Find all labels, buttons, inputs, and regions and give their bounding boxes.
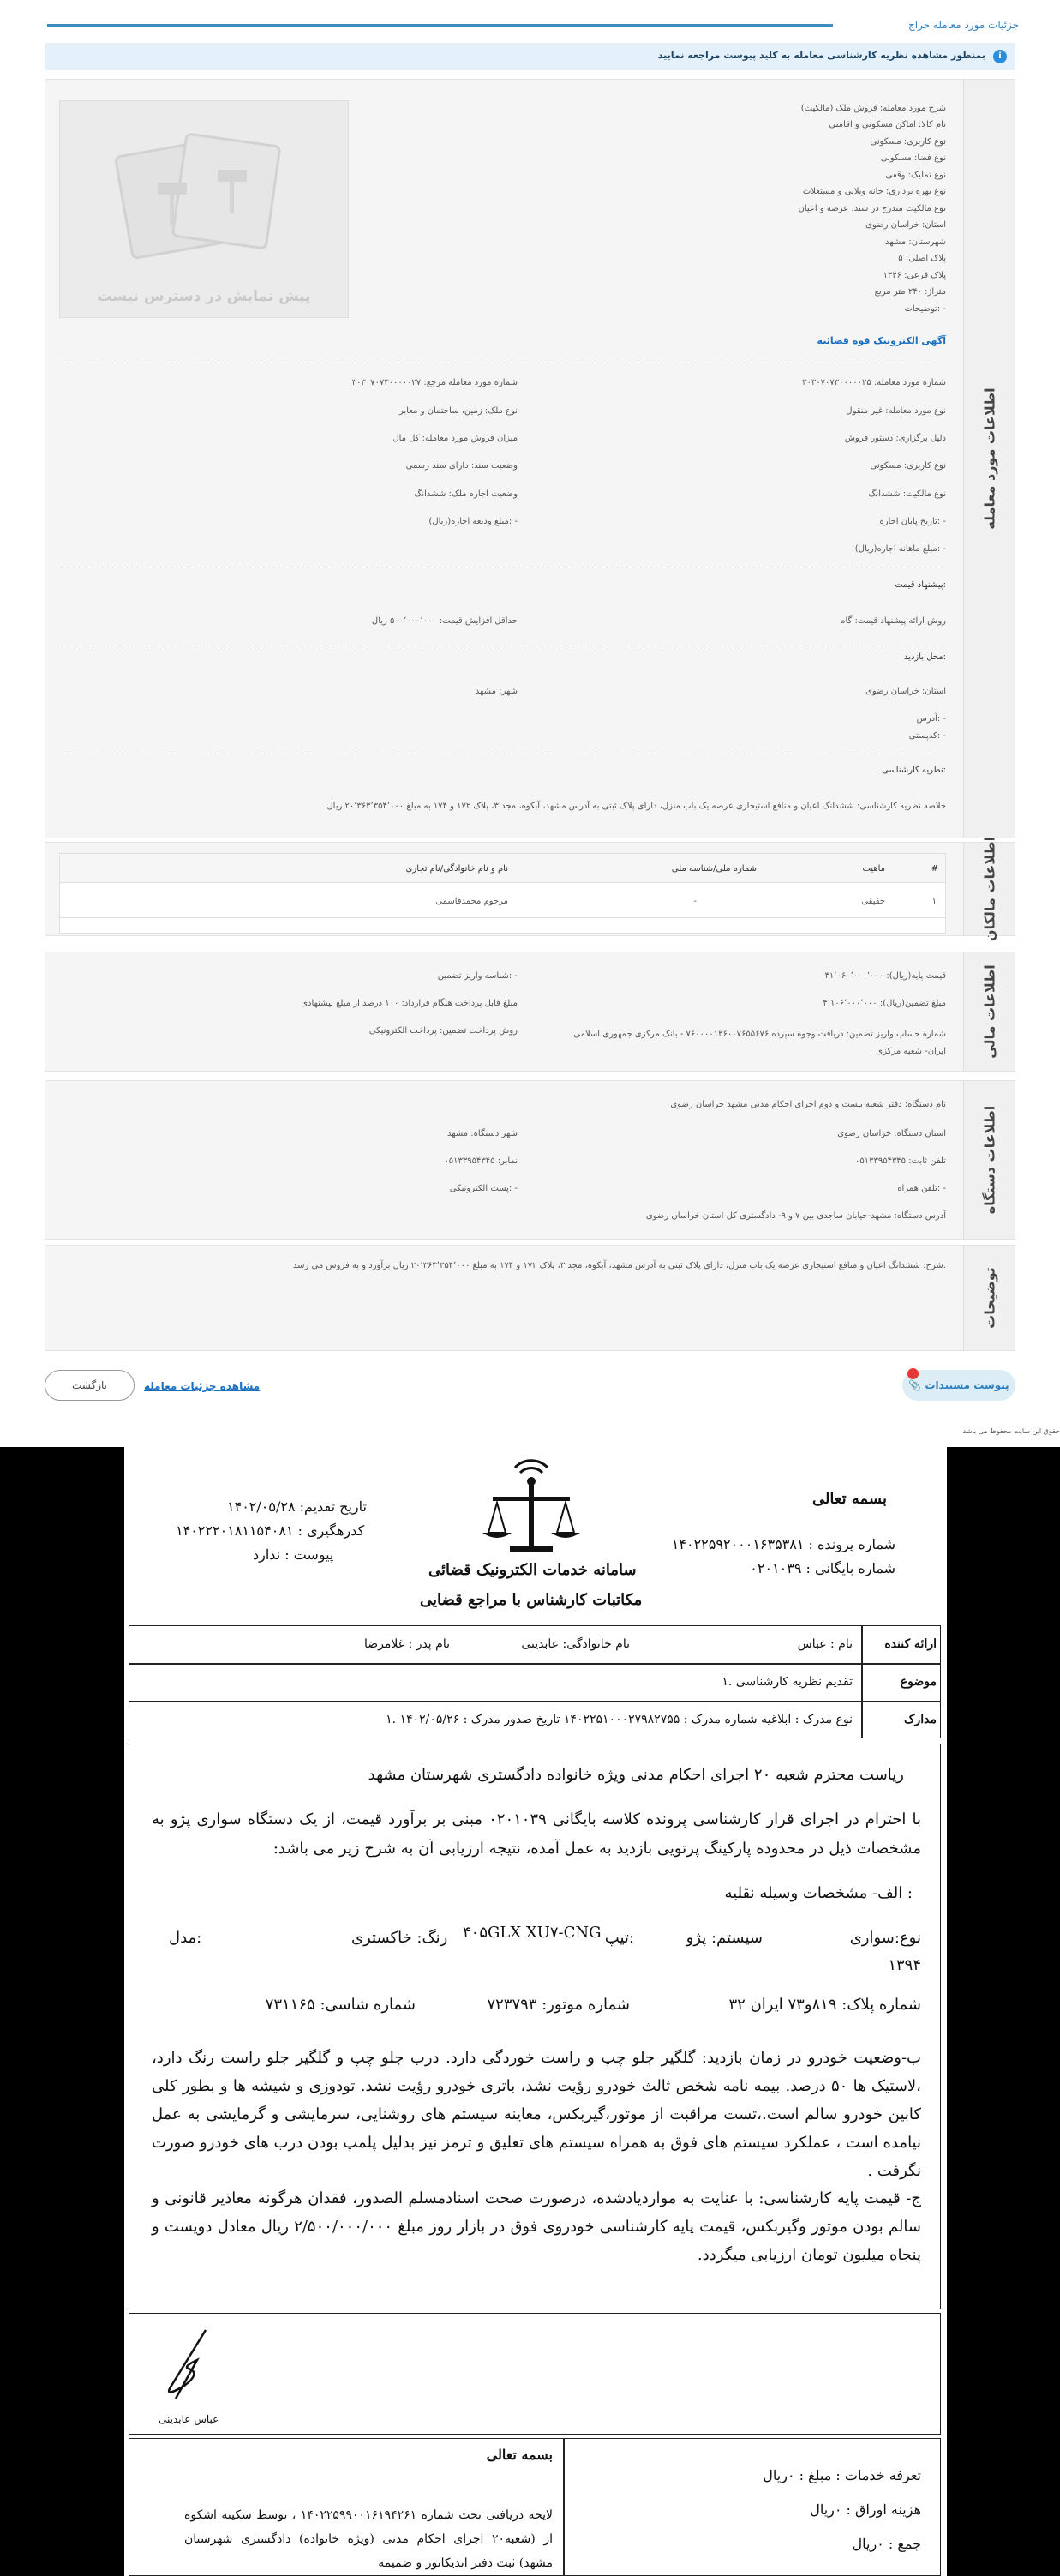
detail-5: نوع بهره برداری: خانه ویلایی و مستغلات	[802, 187, 946, 196]
vehicle-chassis: شماره شاسی: ۷۳۱۱۶۵	[265, 1996, 416, 2014]
visit-postal: کدپستی: -	[908, 731, 946, 741]
bid-heading: پیشنهاد قیمت:	[895, 580, 946, 590]
deal-details-link[interactable]: مشاهده جزئیات معامله	[144, 1380, 261, 1392]
agency-address: آدرس دستگاه: مشهد-خیابان ساجدی بین ۷ و ۹- دادگستری کل استان خراسان رضوی	[645, 1211, 946, 1221]
agency-mobile: تلفن همراه: -	[897, 1184, 946, 1193]
signature-box	[129, 2313, 941, 2435]
detail-3: نوع فضا: مسکونی	[880, 153, 946, 163]
financial-section	[45, 952, 1015, 1072]
presenter-first-name: نام : عباس	[797, 1637, 853, 1651]
info-left-1: نوع ملک: زمین، ساختمان و معابر	[399, 406, 518, 416]
detail-6: نوع مالکیت مندرج در سند: عرصه و اعیان	[798, 204, 946, 213]
attachment-viewer	[0, 1447, 1060, 2576]
deal-info-section	[45, 79, 1015, 838]
agency-province: استان دستگاه: خراسان رضوی	[837, 1129, 946, 1138]
info-left-5: مبلغ ودیعه اجاره(ریال): -	[428, 517, 518, 526]
back-button[interactable]: بازگشت	[45, 1370, 135, 1401]
notice-text: بمنظور مشاهده نظریه کارشناسی معامله به کلید پیوست مراجعه نمایید	[657, 50, 985, 61]
letter-sec-c: ج- قیمت پایه کارشناسی: با عنایت به مواردیادشده، درصورت صحت اسنادمسلم الصدور، فقدان هرگونه معاذیر قانونی و سالم بودن موتور وگیربکس، قیمت پایه کارشناسی خودروی فوق در بازار روز مبلغ ۲/۵۰۰/۰۰۰/۰۰۰ ریال معادل دویست و پنجاه میلیون تومان ارزیابی میگردد.	[152, 2189, 921, 2264]
presenter-label: ارائه کننده	[884, 1637, 937, 1651]
info-right-5: تاریخ پایان اجاره: -	[879, 517, 946, 526]
info-right-6: مبلغ ماهانه اجاره(ریال): -	[854, 544, 946, 554]
info-icon: i	[993, 50, 1007, 63]
description-text: شرح: ششدانگ اعیان و منافع استیجاری عرصه یک باب منزل، دارای پلاک ثبتی به آدرس مشهد، آبکوه، مجد ۳، پلاک ۱۷۲ و ۱۷۴ به مبلغ ۲۰٬۳۶۳٬۳۵۴٬۰۰۰ ریال برآورد و به فروش می رسد.	[292, 1261, 946, 1270]
description-section	[45, 1245, 1015, 1351]
agency-section	[45, 1080, 1015, 1240]
detail-10: پلاک فرعی: ۱۳۴۶	[883, 271, 946, 280]
info-right-3: نوع کاربری: مسکونی	[870, 461, 946, 471]
vehicle-tip-label: تیپ:	[604, 1929, 634, 1947]
attachments-button[interactable]: 📎 پیوست مستندات	[902, 1370, 1015, 1401]
letter-sec-a: الف- مشخصات وسیله نقلیه :	[724, 1884, 913, 1902]
auction-ad-link[interactable]: آگهی الکترونیک قوه قضائیه	[817, 335, 946, 346]
expert-letter	[124, 1447, 947, 2576]
page-title: جزئیات مورد معامله حراج	[908, 19, 1019, 31]
title-underline	[47, 24, 833, 27]
vehicle-model: مدل:	[169, 1929, 202, 1947]
image-placeholder	[59, 100, 349, 318]
expert-summary: خلاصه نظریه کارشناسی: ششدانگ اعیان و منافع استیجاری عرصه یک باب منزل، دارای پلاک ثبتی به آدرس مشهد، آبکوه، مجد ۳، پلاک ۱۷۲ و ۱۷۴ به مبلغ ۲۰٬۳۶۳٬۳۵۴٬۰۰۰ ریال	[326, 802, 946, 811]
info-right-0: شماره مورد معامله: ۳۰۳۰۷۰۷۳۰۰۰۰۰۲۵	[802, 378, 946, 387]
presenter-last-name: نام خانوادگی: عابدینی	[521, 1637, 630, 1651]
vehicle-system: سیستم: پژو	[686, 1929, 763, 1947]
letter-sec-b: ب-وضعیت خودرو در زمان بازدید: گلگیر جلو چپ و راست خوردگی دارد. درب جلو چپ و گلگیر جلو راست رنگ دارد، ،لاستیک ها ۵۰ درصد. بیمه نامه شخص ثالث خودرو رؤیت نشد، باتری خودرو رؤیت نشد. تودوزی و شیشه ها و بطور کلی کابین خودرو سالم است.،تست مراقبت از موتور،گیربکس، معاینه سیستم های روشنایی، سرمایشی و گرمایشی به عمل نیامده است ، عملکرد سیستم های فوق به همراه سیستم های تعلیق و ترمز نیز بدلیل پلمپ بودن درب های خودرو صورت نگرفت .	[152, 2049, 921, 2180]
financial-label: اطلاعات مالی	[963, 952, 1015, 1071]
detail-7: استان: خراسان رضوی	[865, 220, 946, 230]
agency-label: اطلاعات دستگاه	[963, 1081, 1015, 1239]
letter-system-sub: مکاتبات کارشناس با مراجع قضایی	[420, 1591, 643, 1609]
letter-attachment: پیوست : ندارد	[253, 1546, 334, 1563]
col-type: ماهیت	[862, 864, 885, 874]
info-left-3: وضعیت سند: دارای سند رسمی	[405, 461, 518, 471]
description-label: توضیحات	[963, 1246, 1015, 1350]
detail-2: نوع کاربری: مسکونی	[870, 137, 946, 147]
signature-image	[150, 2326, 227, 2411]
visit-city: شهر: مشهد	[475, 687, 518, 696]
attachment-count-badge: ۱	[907, 1368, 919, 1379]
owners-table	[59, 853, 946, 934]
col-national-id: شماره ملی/شناسه ملی	[671, 864, 757, 874]
receipt-text: لایحه دریافتی تحت شماره ۱۴۰۲۲۵۹۹۰۰۱۶۱۹۴۲۶۱ ، توسط سکینه اشکوه از (شعبه۲۰ اجرای احکام مدنی (ویژه خانواده) دادگستری شهرستان مشهد) ثبت دفتر اندیکاتور و ضمیمه	[184, 2508, 554, 2570]
subject-text: ۱. تقدیم نظریه کارشناسی	[722, 1675, 853, 1689]
cell-national-id: -	[693, 897, 697, 906]
vehicle-color: رنگ: خاکستری	[351, 1929, 448, 1947]
agency-fax: نمابر: ۰۵۱۳۳۹۵۴۳۴۵	[444, 1156, 518, 1166]
fee-total: جمع : ۰ریال	[852, 2536, 921, 2552]
cell-index: ۱	[931, 897, 937, 906]
info-right-4: نوع مالکیت: ششدانگ	[868, 489, 946, 499]
col-name: نام و نام خانوادگی/نام تجاری	[405, 864, 508, 874]
agency-email: پست الکترونیکی: -	[449, 1184, 518, 1193]
detail-4: نوع تملیک: وقفی	[885, 171, 946, 180]
agency-city: شهر دستگاه: مشهد	[446, 1129, 518, 1138]
base-price: قیمت پایه(ریال): ۴۱٬۰۶۰٬۰۰۰٬۰۰۰	[824, 971, 946, 981]
copyright-note: حقوق این سایت محفوظ می باشد	[962, 1427, 1060, 1435]
no-preview-text: پیش نمایش در دسترس نیست	[97, 288, 311, 305]
vehicle-plate: شماره پلاک: ۸۱۹و۷۳ ایران ۳۲	[728, 1996, 921, 2014]
col-index: #	[931, 864, 938, 874]
letter-archive-no: شماره بایگانی : ۰۲۰۱۰۳۹	[750, 1560, 895, 1576]
cell-type: حقیقی	[861, 897, 885, 906]
agency-phone: تلفن ثابت: ۰۵۱۳۳۹۵۴۳۴۵	[854, 1156, 946, 1166]
detail-9: پلاک اصلی: ۵	[898, 254, 946, 263]
visit-province: استان: خراسان رضوی	[865, 687, 946, 696]
vehicle-type: نوع:سواری	[849, 1929, 921, 1947]
letter-date: تاریخ تقدیم: ۱۴۰۲/۰۵/۲۸	[227, 1498, 367, 1515]
notice-banner	[45, 43, 1015, 70]
letter-addressee: ریاست محترم شعبه ۲۰ اجرای احکام مدنی ویژه خانواده دادگستری شهرستان مشهد	[368, 1766, 904, 1784]
letter-system-title: سامانه خدمات الکترونیک قضائی	[428, 1561, 637, 1579]
justice-scale-icon	[476, 1456, 587, 1558]
guarantee-tracking: شناسه واریز تضمین: -	[437, 971, 518, 981]
owners-label: اطلاعات مالکان	[963, 843, 1015, 935]
receipt-bismillah: بسمه تعالی	[486, 2447, 553, 2463]
visit-heading: محل بازدید:	[903, 652, 946, 662]
owners-section	[45, 836, 1015, 942]
guarantee-amount: مبلغ تضمین(ریال): ۴٬۱۰۶٬۰۰۰٬۰۰۰	[823, 999, 946, 1008]
info-right-1: نوع مورد معامله: غیر منقول	[846, 406, 946, 416]
subject-label: موضوع	[900, 1675, 937, 1689]
vehicle-tip: ۴۰۵GLX XU۷-CNG	[463, 1924, 602, 1942]
letter-bismillah: بسمه تعالی	[811, 1490, 887, 1508]
agency-name: نام دستگاه: دفتر شعبه بیست و دوم اجرای احکام مدنی مشهد خراسان رضوی	[670, 1100, 946, 1109]
bid-method: روش ارائه پیشنهاد قیمت: گام	[840, 616, 946, 626]
info-left-4: وضعیت اجاره ملک: ششدانگ	[414, 489, 518, 499]
bid-min: حداقل افزایش قیمت: ۵۰۰٬۰۰۰٬۰۰۰ ریال	[371, 616, 518, 626]
guarantee-account: شماره حساب واریز تضمین: دریافت وجوه سپرده ۷۶۰۰۰۰۱۳۶۰۰۷۶۵۵۶۷۶ - بانک مرکزی جمهوری اسلامی ایران- شعبه مرکزی	[573, 1030, 946, 1056]
fee-services: تعرفه خدمات : مبلغ : ۰ریال	[763, 2467, 921, 2483]
cell-name: مرحوم محمدقاسمی	[435, 897, 508, 906]
expert-heading: نظریه کارشناسی:	[882, 766, 946, 775]
detail-0: شرح مورد معامله: فروش ملک (مالکیت)	[800, 104, 946, 113]
letter-intro: با احترام در اجرای قرار کارشناسی پرونده کلاسه بایگانی ۰۲۰۱۰۳۹ مبنی بر برآورد قیمت، از یک دستگاه سواری پژو به مشخصات ذیل در محدوده پارکینگ پرتویی بازدید به عمل آمده، نتیجه ارزیابی آن به شرح زیر می باشد:	[152, 1810, 921, 1858]
vehicle-engine: شماره موتور: ۷۲۳۷۹۳	[487, 1996, 630, 2014]
detail-12: توضیحات: -	[904, 304, 946, 314]
payable-amount: مبلغ قابل پرداخت هنگام قرارداد: ۱۰۰ درصد از مبلغ پیشنهادی	[301, 999, 518, 1008]
detail-11: متراژ: ۲۴۰ متر مربع	[874, 287, 946, 297]
signer-name: عباس عابدینی	[159, 2413, 219, 2425]
fee-paper: هزینه اوراق : ۰ریال	[810, 2501, 921, 2518]
info-left-2: میزان فروش مورد معامله: کل مال	[392, 434, 518, 443]
letter-tracking: کدرهگیری : ۱۴۰۲۲۲۰۱۸۱۱۵۴۰۸۱	[176, 1522, 365, 1539]
deal-info-label: اطلاعات مورد معامله	[963, 80, 1015, 838]
payment-method: روش پرداخت تضمین: پرداخت الکترونیکی	[368, 1026, 518, 1036]
vehicle-year: ۱۳۹۴	[888, 1956, 921, 1974]
detail-1: نام کالا: اماکن مسکونی و اقامتی	[829, 120, 946, 129]
detail-8: شهرستان: مشهد	[885, 237, 946, 247]
docs-text: ۱. نوع مدرک : ابلاغیه شماره مدرک : ۱۴۰۲۲۵۱۰۰۰۲۷۹۸۲۷۵۵ تاریخ صدور مدرک : ۱۴۰۲/۰۵/۲۶	[386, 1713, 853, 1726]
docs-label: مدارک	[903, 1713, 937, 1726]
info-right-2: دلیل برگزاری: دستور فروش	[844, 434, 946, 443]
info-left-0: شماره مورد معامله مرجع: ۳۰۳۰۷۰۷۳۰۰۰۰۰۲۷	[351, 378, 518, 387]
visit-address: آدرس: -	[916, 714, 946, 724]
presenter-father: نام پدر : غلامرضا	[364, 1637, 450, 1651]
gavel-placeholder-icon	[106, 123, 295, 268]
letter-case-no: شماره پرونده : ۱۴۰۲۲۵۹۲۰۰۰۱۶۳۵۳۸۱	[671, 1536, 895, 1552]
